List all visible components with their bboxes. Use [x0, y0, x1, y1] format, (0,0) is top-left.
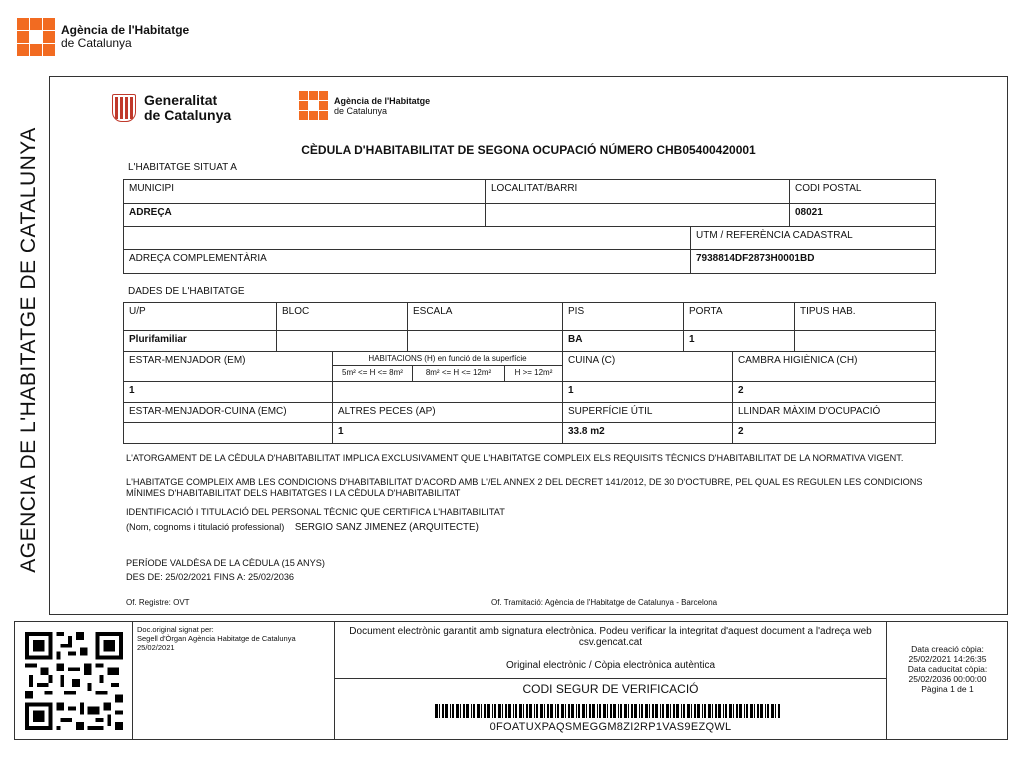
agency-small-name: Agència de l'Habitatge: [334, 95, 431, 106]
superficie-label: SUPERFÍCIE ÚTIL: [563, 403, 733, 423]
cuina-value: 1: [563, 382, 733, 403]
llindar-label: LLINDAR MÀXIM D'OCUPACIÓ: [733, 403, 936, 423]
superficie-value: 33.8 m2: [563, 423, 733, 444]
copy-info-column: [886, 622, 1008, 739]
validity-label: PERÍODE VALDÈSA DE LA CÈDULA (15 ANYS): [126, 558, 325, 568]
technician-label: IDENTIFICACIÓ I TITULACIÓ DEL PERSONAL TÈCNIC QUE CERTIFICA L'HABITABILITAT: [126, 507, 505, 517]
agency-logo-icon: [17, 18, 55, 56]
barcode-icon: [435, 704, 783, 718]
porta-label: PORTA: [684, 303, 795, 331]
codi-postal-value: 08021: [790, 204, 936, 227]
escala-value: [408, 331, 563, 352]
processing-office: Of. Tramitació: Agència de l'Habitatge de Catalunya - Barcelona: [491, 598, 718, 607]
llindar-value: 2: [738, 426, 744, 437]
generalitat-name-2: de Catalunya: [144, 107, 232, 123]
validity-dates: DES DE: 25/02/2021 FINS A: 25/02/2036: [126, 572, 295, 582]
agency-logo-small: [299, 91, 430, 120]
utm-label: UTM / REFERÈNCIA CADASTRAL: [691, 227, 936, 250]
expiry-label: Data caducitat còpia:: [907, 664, 988, 674]
emc-label: ESTAR-MENJADOR-CUINA (EMC): [124, 403, 333, 423]
hab-range-3: H >= 12m²: [505, 366, 563, 382]
legal-paragraph-1: L'ATORGAMENT DE LA CÈDULA D'HABITABILITAT IMPLICA EXCLUSIVAMENT QUE L'HABITATGE COMPLEIX ELS REQUISITS TÈCNICS D'HABITABILITAT DE LA NORMATIVA VIGENT.: [126, 453, 904, 463]
municipi-label: MUNICIPI: [124, 180, 486, 204]
adreca-value: [486, 204, 790, 227]
expiry-value: 25/02/2036 00:00:00: [908, 674, 987, 684]
generalitat-name-1: Generalitat: [144, 92, 218, 108]
agency-small-sub: de Catalunya: [334, 105, 388, 116]
ap-value: 1: [333, 423, 563, 444]
up-value: Plurifamiliar: [124, 331, 277, 352]
signed-date: 25/02/2021: [137, 643, 175, 652]
cambra-value: 2: [733, 382, 936, 403]
escala-label: ESCALA: [408, 303, 563, 331]
cuina-label: CUINA (C): [563, 352, 733, 382]
agency-name: Agència de l'Habitatge: [61, 23, 190, 37]
codi-postal-label: CODI POSTAL: [790, 180, 936, 204]
section-dades: DADES DE L'HABITATGE: [128, 286, 245, 297]
habitacions-label: HABITACIONS (H) en funció de la superfície: [333, 352, 563, 366]
hab-range-1: 5m² <= H <= 8m²: [333, 366, 413, 382]
side-label: AGENCIA DE L'HABITATGE DE CATALUNYA: [17, 127, 40, 573]
dwelling-table: [123, 302, 936, 444]
tipus-value: [795, 331, 936, 352]
em-value: 1: [124, 382, 333, 403]
emc-value: [124, 423, 333, 444]
generalitat-shield-icon: [112, 94, 136, 122]
signed-by-label: Doc.original signat per:: [137, 625, 214, 634]
ap-label: ALTRES PECES (AP): [333, 403, 563, 423]
agency-name-sub: de Catalunya: [61, 36, 132, 50]
agency-logo: [17, 18, 189, 56]
adreca-complementaria-label: ADREÇA COMPLEMENTÀRIA: [124, 250, 691, 274]
bloc-value: [277, 331, 408, 352]
pis-value: BA: [563, 331, 684, 352]
legal-paragraph-2: L'HABITATGE COMPLEIX AMB LES CONDICIONS D'HABITABILITAT D'ACORD AMB L'/EL ANNEX 2 DEL DECRET 141/2012, DE 30 D'OCTUBRE, PEL QUAL ES REGULEN LES CONDICIONS MÍNIMES D'HABITABILITAT DELS HABITATGES I LA CÈDULA D'HABITABILITAT: [126, 477, 923, 498]
qr-code-icon: [25, 632, 123, 730]
agency-logo-small-icon: [299, 91, 328, 120]
signature-column: [132, 622, 334, 739]
address-table: [123, 179, 936, 274]
bloc-label: BLOC: [277, 303, 408, 331]
verification-footer: [14, 621, 1008, 740]
technician-name: SERGIO SANZ JIMENEZ (ARQUITECTE): [294, 522, 479, 533]
hab-range-2: 8m² <= H <= 12m²: [413, 366, 505, 382]
creation-label: Data creació còpia:: [911, 644, 984, 654]
technician-line: [126, 522, 941, 533]
cambra-label: CAMBRA HIGIÈNICA (CH): [733, 352, 936, 382]
verify-url[interactable]: csv.gencat.cat: [578, 637, 643, 648]
em-label: ESTAR-MENJADOR (EM): [124, 352, 333, 382]
section-habitatge: L'HABITATGE SITUAT A: [128, 162, 237, 173]
verification-column: [334, 622, 886, 739]
habitacions-value: [333, 382, 563, 403]
cadastral-value: 7938814DF2873H0001BD: [696, 253, 815, 264]
generalitat-logo: [112, 93, 231, 123]
csv-code: 0FOATUXPAQSMEGGM8ZI2RP1VAS9EZQWL: [489, 721, 732, 733]
porta-value: 1: [684, 331, 795, 352]
up-label: U/P: [124, 303, 277, 331]
technician-sub: (Nom, cognoms i titulació professional): [126, 522, 285, 532]
localitat-label: LOCALITAT/BARRI: [486, 180, 790, 204]
registry-office: Of. Registre: OVT: [126, 598, 190, 607]
empty-cell: [124, 227, 691, 250]
csv-title: CODI SEGUR DE VERIFICACIÓ: [522, 682, 699, 696]
original-label: Original electrònic / Còpia electrònica autèntica: [506, 660, 715, 671]
verify-block: [335, 626, 886, 648]
page-number: Pàgina 1 de 1: [921, 684, 974, 694]
divider: [335, 678, 886, 679]
pis-label: PIS: [563, 303, 684, 331]
certificate-document: [49, 76, 1008, 615]
tipus-label: TIPUS HAB.: [795, 303, 936, 331]
verify-text: Document electrònic garantit amb signatura electrònica. Podeu verificar la integritat d'aquest document a l'adreça web: [349, 626, 872, 637]
signed-by-seal: Segell d'Òrgan Agència Habitatge de Catalunya: [137, 634, 296, 643]
document-title: CÈDULA D'HABITABILITAT DE SEGONA OCUPACIÓ NÚMERO CHB05400420001: [301, 143, 756, 157]
adreca-label: ADREÇA: [124, 204, 486, 227]
creation-value: 25/02/2021 14:26:35: [908, 654, 987, 664]
